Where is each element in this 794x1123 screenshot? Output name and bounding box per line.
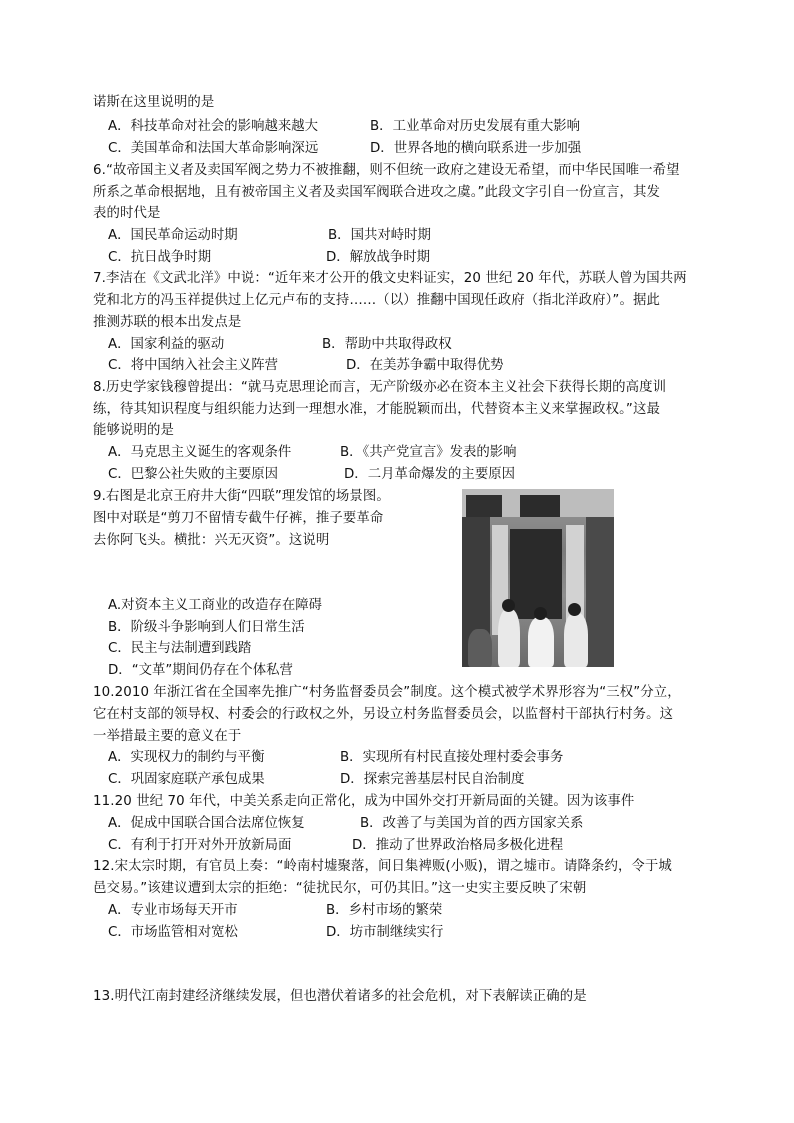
option-10c: C．巩固家庭联产承包成果 — [108, 772, 265, 787]
option-10b: B．实现所有村民直接处理村委会事务 — [340, 750, 564, 765]
option-11d: D．推动了世界政治格局多极化进程 — [352, 838, 564, 853]
option-12c: C．市场监管相对宽松 — [108, 925, 238, 940]
option-7c: C．将中国纳入社会主义阵营 — [108, 358, 279, 373]
question-8-line-1: 8.历史学家钱穆曾提出：“就马克思理论而言，无产阶级亦必在资本主义社会下获得长期的高度训 — [93, 380, 667, 395]
option-5d: D．世界各地的横向联系进一步加强 — [370, 141, 582, 156]
question-5-stem-end: 诺斯在这里说明的是 — [93, 95, 215, 110]
option-5a: A．科技革命对社会的影响越来越大 — [108, 119, 319, 134]
option-5b: B．工业革命对历史发展有重大影响 — [370, 119, 581, 134]
option-12d: D．坊市制继续实行 — [326, 925, 444, 940]
option-12a: A．专业市场每天开市 — [108, 903, 238, 918]
question-6-line-2: 所系之革命根据地，且有被帝国主义者及卖国军阀联合进攻之虞。”此段文字引自一份宣言，其发 — [93, 185, 660, 200]
question-10-line-3: 一举措最主要的意义在于 — [93, 729, 242, 744]
option-6a: A．国民革命运动时期 — [108, 228, 238, 243]
option-7a: A．国家利益的驱动 — [108, 337, 225, 352]
option-11c: C．有利于打开对外开放新局面 — [108, 838, 292, 853]
option-5c: C．美国革命和法国大革命影响深远 — [108, 141, 319, 156]
option-11a: A．促成中国联合国合法席位恢复 — [108, 816, 305, 831]
option-11b: B．改善了与美国为首的西方国家关系 — [360, 816, 584, 831]
question-11-line-1: 11.20 世纪 70 年代，中美关系走向正常化，成为中国外交打开新局面的关键。因为该事件 — [93, 794, 635, 809]
option-9a: A.对资本主义工商业的改造存在障碍 — [108, 598, 323, 613]
option-6d: D．解放战争时期 — [326, 250, 431, 265]
option-9b: B．阶级斗争影响到人们日常生活 — [108, 620, 305, 635]
question-6-line-1: 6.“故帝国主义者及卖国军阀之势力不被推翻，则不但统一政府之建设无希望，而中华民国唯一希望 — [93, 163, 680, 178]
option-6b: B．国共对峙时期 — [328, 228, 431, 243]
option-12b: B．乡村市场的繁荣 — [326, 903, 443, 918]
question-9-line-2: 图中对联是“剪刀不留情专截牛仔裤，推子要革命 — [93, 511, 384, 526]
option-8b: B．《共产党宣言》发表的影响 — [340, 445, 517, 460]
question-10-line-1: 10.2010 年浙江省在全国率先推广“村务监督委员会”制度。这个模式被学术界形容为“三权”分立， — [93, 685, 681, 700]
option-7d: D．在美苏争霸中取得优势 — [346, 358, 504, 373]
question-9-line-1: 9.右图是北京王府井大街“四联”理发馆的场景图。 — [93, 489, 390, 504]
question-12-line-2: 邑交易。”该建议遭到太宗的拒绝：“徒扰民尔，可仍其旧。”这一史实主要反映了宋朝 — [93, 881, 587, 896]
question-12-line-1: 12.宋太宗时期，有官员上奏：“岭南村墟聚落，间日集裨贩(小贩)，谓之墟市。请降条约，令于城 — [93, 859, 672, 874]
option-10a: A．实现权力的制约与平衡 — [108, 750, 265, 765]
option-8a: A．马克思主义诞生的客观条件 — [108, 445, 292, 460]
question-8-line-2: 练，待其知识程度与组织能力达到一理想水准，才能脱颖而出，代替资本主义来掌握政权。”这最 — [93, 402, 660, 417]
barbershop-photo — [462, 489, 614, 667]
option-9d: D．“文革”期间仍存在个体私营 — [108, 663, 293, 678]
question-6-line-3: 表的时代是 — [93, 206, 161, 221]
question-7-line-3: 推测苏联的根本出发点是 — [93, 315, 242, 330]
question-7-line-1: 7.李洁在《文武北洋》中说：“近年来才公开的俄文史料证实，20 世纪 20 年代，苏联人曾为国共两 — [93, 271, 687, 286]
question-10-line-2: 它在村支部的领导权、村委会的行政权之外，另设立村务监督委员会，以监督村干部执行村务。这 — [93, 707, 674, 722]
question-9-line-3: 去你阿飞头。横批：兴无灭资”。这说明 — [93, 533, 330, 548]
option-8d: D．二月革命爆发的主要原因 — [344, 467, 515, 482]
option-9c: C．民主与法制遭到践踏 — [108, 641, 252, 656]
option-6c: C．抗日战争时期 — [108, 250, 212, 265]
question-7-line-2: 党和北方的冯玉祥提供过上亿元卢布的支持……（以）推翻中国现任政府（指北洋政府）”。据此 — [93, 293, 660, 308]
option-7b: B．帮助中共取得政权 — [322, 337, 452, 352]
question-8-line-3: 能够说明的是 — [93, 423, 174, 438]
option-10d: D．探索完善基层村民自治制度 — [340, 772, 525, 787]
option-8c: C．巴黎公社失败的主要原因 — [108, 467, 279, 482]
question-13-line-1: 13.明代江南封建经济继续发展，但也潜伏着诸多的社会危机，对下表解读正确的是 — [93, 989, 587, 1004]
